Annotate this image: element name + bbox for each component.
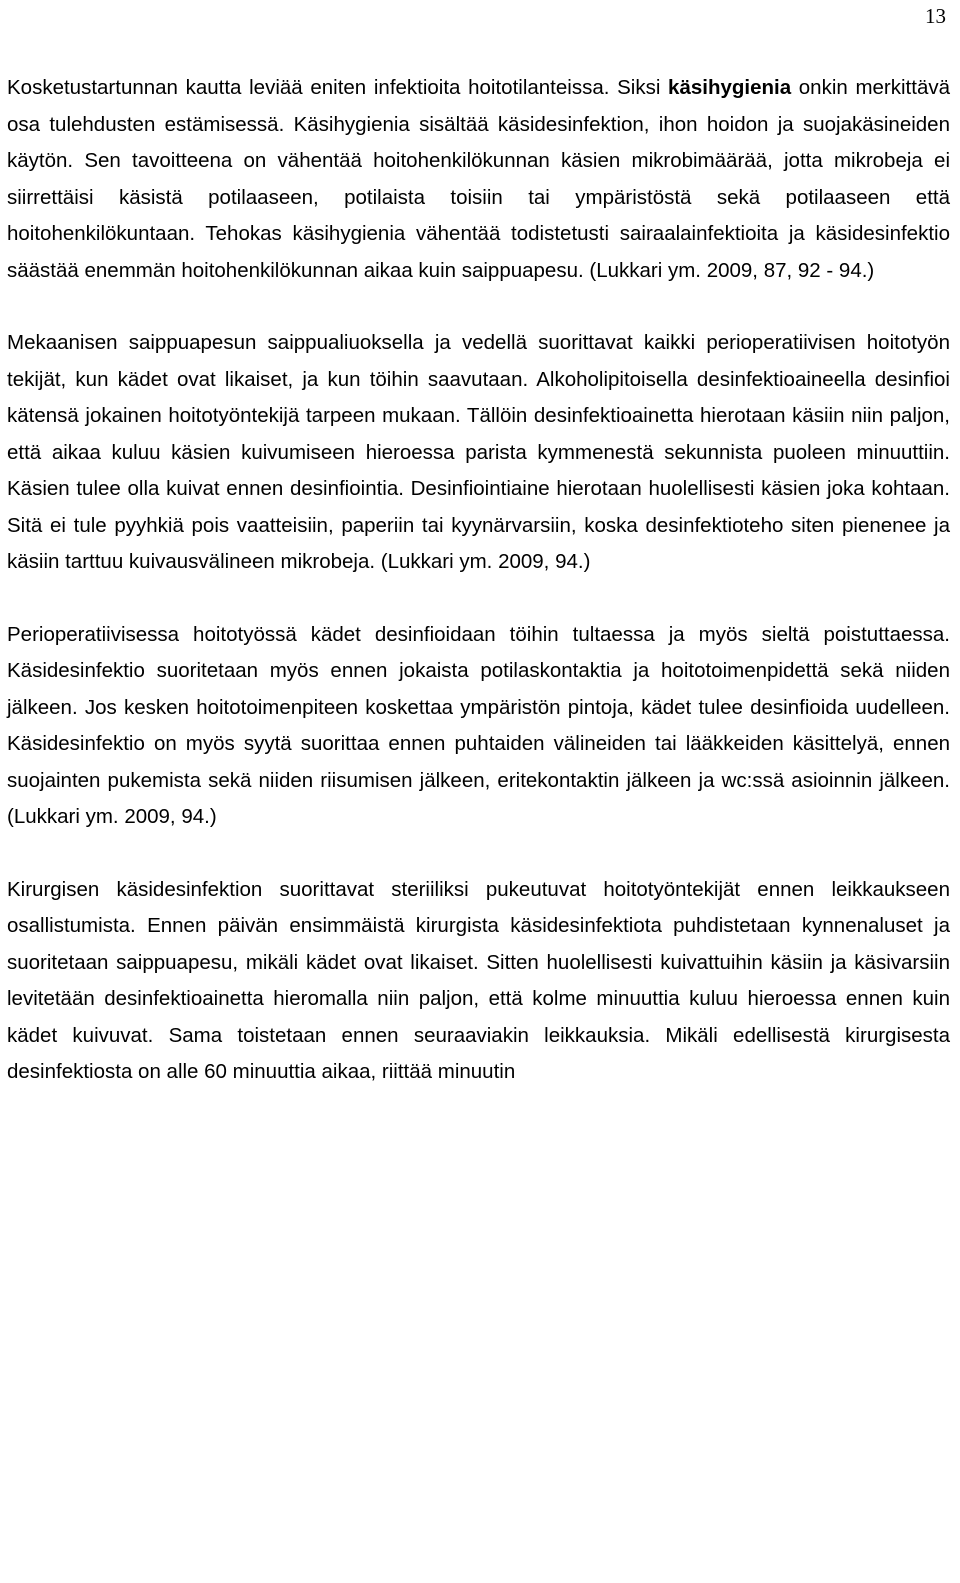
- paragraph-surgical-disinfection: Kirurgisen käsidesinfektion suorittavat steriiliksi pukeutuvat hoitotyöntekijät ennen leikkaukseen osallistumista. Ennen päivän ensimmäistä kirurgista käsidesinfektiota puhdistetaan kynnenaluset ja suoritetaan saippuapesu, mikäli kädet ovat likaiset. Sitten huolellisesti kuivattuihin käsiin ja käsivarsiin levitetään desinfektioainetta hieromalla niin paljon, että kolme minuuttia kuluu hieroessa ennen kuin kädet kuivuvat. Sama toistetaan ennen seuraaviakin leikkauksia. Mikäli edellisestä kirurgisesta desinfektiosta on alle 60 minuuttia aikaa, riittää minuutin: [7, 877, 950, 1083]
- page-number: 13: [925, 4, 946, 28]
- paragraph-perioperative-disinfection: Perioperatiivisessa hoitotyössä kädet desinfioidaan töihin tultaessa ja myös sieltä poistuttaessa. Käsidesinfektio suoritetaan myös ennen jokaista potilaskontaktia ja hoitotoimenpidettä sekä niiden jälkeen. Jos kesken hoitotoimenpiteen koskettaa ympäristön pintoja, kädet tulee desinfioida uudelleen. Käsidesinfektio on myös syytä suorittaa ennen puhtaiden välineiden tai lääkkeiden käsittelyä, ennen suojainten pukemista sekä niiden riisumisen jälkeen, eritekontaktin jälkeen ja wc:ssä asioinnin jälkeen. (Lukkari ym. 2009, 94.): [7, 622, 950, 828]
- paragraph-rest-text: onkin merkittävä osa tulehdusten estämisessä. Käsihygienia sisältää käsidesinfektion, ihon hoidon ja suojakäsineiden käytön. Sen tavoitteena on vähentää hoitohenkilökunnan käsien mikrobimäärää, jotta mikrobeja ei siirrettäisi käsistä potilaaseen, potilaista toisiin tai ympäristöstä sekä potilaaseen että hoitohenkilökuntaan. Tehokas käsihygienia vähentää todistetusti sairaalainfektioita ja käsidesinfektio säästää enemmän hoitohenkilökunnan aikaa kuin saippuapesu. (Lukkari ym. 2009, 87, 92 - 94.): [7, 76, 950, 282]
- paragraph-lead-text: Kosketustartunnan kautta leviää eniten infektioita hoitotilanteissa. Siksi: [7, 76, 669, 99]
- paragraph-hand-hygiene: [7, 70, 950, 289]
- document-body: [7, 70, 950, 1091]
- paragraph-mechanical-wash: Mekaanisen saippuapesun saippualiuoksella ja vedellä suorittavat kaikki perioperatiivisen hoitotyön tekijät, kun kädet ovat likaiset, ja kun töihin saavutaan. Alkoholipitoisella desinfektioaineella desinfioi kätensä jokainen hoitotyöntekijä tarpeen mukaan. Tällöin desinfektioainetta hierotaan käsiin niin paljon, että aikaa kuluu käsien kuivumiseen hieroessa parista kymmenestä sekunnista puoleen minuuttiin. Käsien tulee olla kuivat ennen desinfiointia. Desinfiointiaine hierotaan huolellisesti käsien joka kohtaan. Sitä ei tule pyyhkiä pois vaatteisiin, paperiin tai kyynärvarsiin, koska desinfektioteho siten pienenee ja käsiin tarttuu kuivausvälineen mikrobeja. (Lukkari ym. 2009, 94.): [7, 331, 950, 573]
- bold-term-kasihygienia: käsihygienia: [668, 76, 792, 99]
